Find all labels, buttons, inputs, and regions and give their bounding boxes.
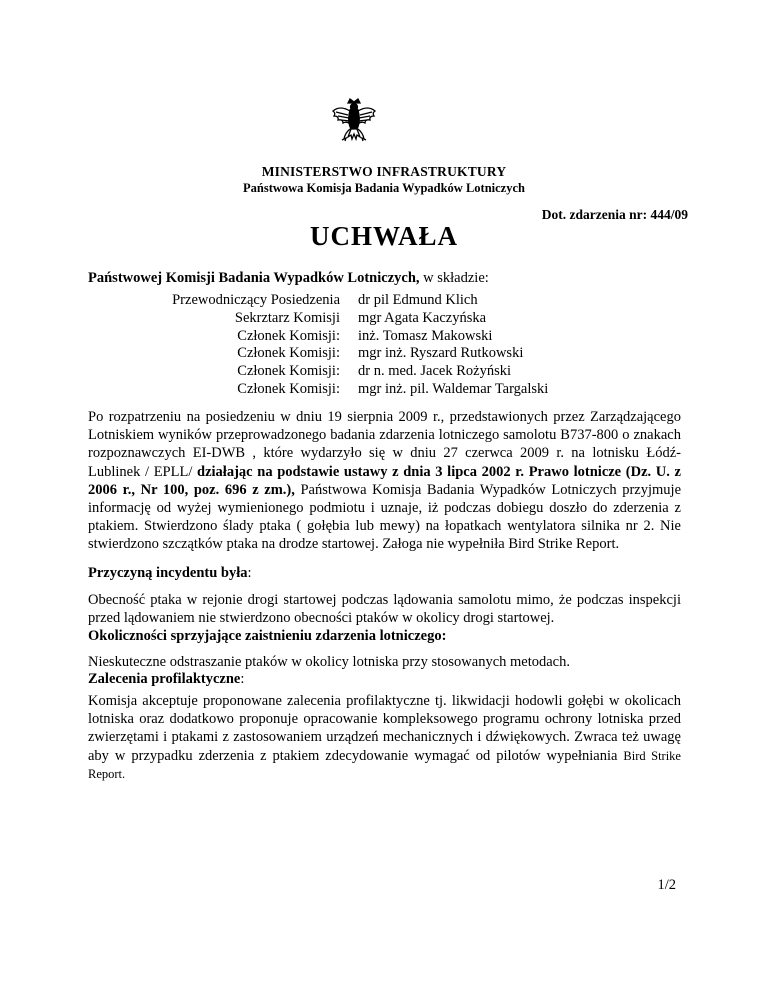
member-row bbox=[88, 310, 688, 328]
decision-text-part2: Państwowa Komisja Badania Wypadków Lotniczych przyjmuje informację od wyżej wymienionego podmiotu i uznaje, iż podczas dobiegu doszło do zderzenia z ptakiem. Stwierdzono ślady ptaka ( gołębia lub mewy) na łopatkach wentylatora silnika nr 2. Nie stwierdzono szczątków ptaka na drodze startowej. Załoga nie wypełniła Bird Strike Report. bbox=[88, 481, 681, 553]
recommendations-heading-text: Zalecenia profilaktyczne bbox=[88, 671, 241, 687]
legal-basis: działając na podstawie ustawy z dnia 3 lipca 2002 r. Prawo lotnicze (Dz. U. z 2006 r., Nr 100, poz. 696 z zm.), bbox=[88, 463, 681, 498]
member-role: Członek Komisji: bbox=[237, 327, 340, 344]
decision-paragraph bbox=[88, 408, 681, 554]
member-role: Sekrztarz Komisji bbox=[234, 309, 340, 326]
recommendations-heading-colon: : bbox=[240, 671, 245, 687]
member-name: mgr inż. pil. Waldemar Targalski bbox=[358, 380, 549, 397]
member-name: dr pil Edmund Klich bbox=[358, 292, 478, 308]
member-role: Członek Komisji: bbox=[237, 363, 340, 380]
member-name: dr n. med. Jacek Rożyński bbox=[358, 363, 512, 380]
cause-heading-colon: : bbox=[247, 565, 252, 581]
recommendations-heading bbox=[88, 671, 244, 688]
member-role: Członek Komisji: bbox=[237, 345, 340, 362]
commission-members bbox=[88, 292, 688, 399]
member-row bbox=[88, 363, 688, 381]
document-title: UCHWAŁA bbox=[309, 221, 458, 251]
member-row bbox=[88, 292, 688, 310]
member-row bbox=[88, 328, 688, 346]
member-name: mgr inż. Ryszard Rutkowski bbox=[358, 345, 524, 362]
ministry-name: MINISTERSTWO INFRASTRUKTURY bbox=[261, 164, 507, 179]
recommendations-text bbox=[88, 692, 681, 783]
commission-name: Państwowa Komisja Badania Wypadków Lotniczych bbox=[243, 181, 525, 195]
cause-text: Obecność ptaka w rejonie drogi startowej podczas lądowania samolotu mimo, że podczas inspekcji przed lądowaniem nie stwierdzono obecności ptaków w okolicy drogi startowej. bbox=[88, 592, 681, 627]
intro-bold: Państwowej Komisji Badania Wypadków Lotniczych, bbox=[88, 270, 420, 286]
page-number: 1/2 bbox=[657, 877, 676, 893]
cause-heading bbox=[88, 565, 252, 582]
circumstances-heading: Okoliczności sprzyjające zaistnieniu zdarzenia lotniczego: bbox=[88, 628, 447, 644]
member-name: inż. Tomasz Makowski bbox=[358, 327, 493, 344]
intro-line bbox=[88, 270, 489, 287]
decision-text-part1: Po rozpatrzeniu na posiedzeniu w dniu 19 sierpnia 2009 r., przedstawionych przez Zarządzającego Lotniskiem wyników przeprowadzonego badania zdarzenia lotniczego samolotu B737-800 o znakach rozpoznawczych EI-DWB , które wydarzyło się w dniu 27 czerwca 2009 r. na lotnisku Łódź-Lublinek / EPLL/ bbox=[88, 409, 681, 480]
member-name: mgr Agata Kaczyńska bbox=[358, 309, 487, 326]
circumstances-text: Nieskuteczne odstraszanie ptaków w okolicy lotniska przy stosowanych metodach. bbox=[88, 654, 570, 670]
recommendations-body: Komisja akceptuje proponowane zalecenia profilaktyczne tj. likwidacji hodowli gołębi w okolicach lotniska oraz dodatkowo proponuje opracowanie kompleksowego programu ochrony lotniska przed zwierzętami i ptakami z zastosowaniem urządzeń mechanicznych i dźwiękowych. Zwraca też uwagę aby w przypadku zderzenia z ptakiem zdecydowanie wymagać od pilotów wypełniania bbox=[88, 693, 681, 764]
bird-strike-report: Bird Strike Report. bbox=[88, 748, 681, 781]
polish-eagle-emblem-icon bbox=[330, 97, 378, 145]
cause-heading-text: Przyczyną incydentu była bbox=[88, 565, 248, 581]
intro-rest: w składzie: bbox=[419, 270, 489, 286]
member-row bbox=[88, 381, 688, 399]
member-role: Członek Komisji: bbox=[237, 380, 340, 397]
member-role: Przewodniczący Posiedzenia bbox=[172, 292, 340, 308]
incident-reference: Dot. zdarzenia nr: 444/09 bbox=[541, 207, 688, 222]
member-row bbox=[88, 345, 688, 363]
